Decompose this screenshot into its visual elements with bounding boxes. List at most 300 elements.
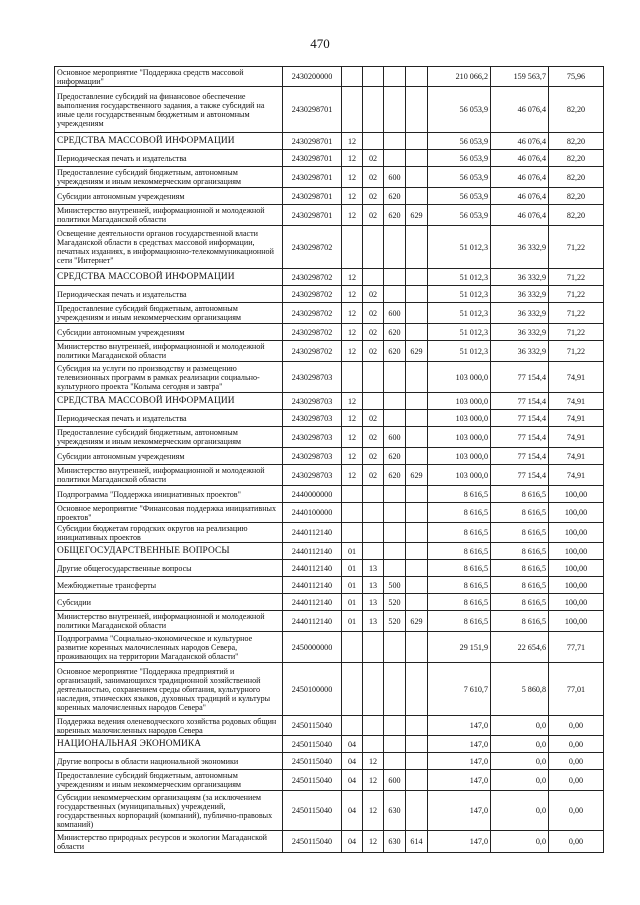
row-execution-percent: 71,22 <box>549 341 604 362</box>
row-executed-amount: 8 616,5 <box>491 543 549 560</box>
table-row <box>55 188 604 205</box>
row-execution-percent: 71,22 <box>549 226 604 269</box>
row-expense-type: 600 <box>384 303 406 324</box>
row-execution-percent: 71,22 <box>549 269 604 286</box>
row-subsection: 12 <box>363 753 384 770</box>
row-execution-percent: 0,00 <box>549 716 604 736</box>
row-section: 12 <box>342 167 363 188</box>
row-section: 01 <box>342 543 363 560</box>
row-planned-amount: 56 053,9 <box>428 133 491 150</box>
row-execution-percent: 74,91 <box>549 362 604 393</box>
row-expense-type <box>384 269 406 286</box>
row-expense-type <box>384 523 406 543</box>
row-name: Субсидии автономным учреждениям <box>55 448 283 465</box>
row-target-code: 2430298702 <box>283 226 342 269</box>
row-planned-amount: 103 000,0 <box>428 410 491 427</box>
row-main-manager <box>406 716 428 736</box>
row-target-code: 2450115040 <box>283 770 342 791</box>
row-main-manager <box>406 133 428 150</box>
row-name: Подпрограмма "Социально-экономическое и культурное развитие коренных малочисленных народов Севера, проживающих на территории Магаданской области" <box>55 632 283 663</box>
table-row <box>55 393 604 410</box>
row-expense-type <box>384 543 406 560</box>
row-target-code: 2430298703 <box>283 427 342 448</box>
row-subsection <box>363 393 384 410</box>
row-target-code: 2430298703 <box>283 448 342 465</box>
table-row <box>55 503 604 523</box>
row-main-manager: 629 <box>406 205 428 226</box>
row-execution-percent: 100,00 <box>549 543 604 560</box>
row-planned-amount: 103 000,0 <box>428 465 491 486</box>
row-name: Периодическая печать и издательства <box>55 286 283 303</box>
row-expense-type <box>384 632 406 663</box>
row-executed-amount: 0,0 <box>491 716 549 736</box>
row-main-manager: 629 <box>406 611 428 632</box>
row-execution-percent: 75,96 <box>549 67 604 87</box>
row-executed-amount: 77 154,4 <box>491 448 549 465</box>
row-planned-amount: 147,0 <box>428 831 491 853</box>
row-main-manager <box>406 594 428 611</box>
row-subsection: 02 <box>363 465 384 486</box>
row-expense-type: 600 <box>384 167 406 188</box>
row-main-manager: 629 <box>406 465 428 486</box>
table-row <box>55 611 604 632</box>
row-executed-amount: 77 154,4 <box>491 427 549 448</box>
row-planned-amount: 51 012,3 <box>428 341 491 362</box>
row-subsection: 02 <box>363 150 384 167</box>
row-section: 12 <box>342 393 363 410</box>
row-executed-amount: 46 076,4 <box>491 133 549 150</box>
row-name: Министерство внутренней, информационной и молодежной политики Магаданской области <box>55 205 283 226</box>
row-name: Предоставление субсидий бюджетным, автономным учреждениям и иным некоммерческим организациям <box>55 427 283 448</box>
row-execution-percent: 82,20 <box>549 167 604 188</box>
row-main-manager <box>406 226 428 269</box>
row-main-manager <box>406 663 428 716</box>
row-executed-amount: 8 616,5 <box>491 503 549 523</box>
row-executed-amount: 46 076,4 <box>491 167 549 188</box>
row-expense-type: 520 <box>384 611 406 632</box>
row-executed-amount: 8 616,5 <box>491 560 549 577</box>
row-execution-percent: 82,20 <box>549 133 604 150</box>
row-section: 12 <box>342 286 363 303</box>
row-execution-percent: 71,22 <box>549 286 604 303</box>
row-execution-percent: 100,00 <box>549 503 604 523</box>
row-section: 12 <box>342 188 363 205</box>
table-row <box>55 133 604 150</box>
row-main-manager <box>406 410 428 427</box>
row-executed-amount: 46 076,4 <box>491 150 549 167</box>
row-expense-type <box>384 362 406 393</box>
table-row <box>55 286 604 303</box>
row-execution-percent: 71,22 <box>549 303 604 324</box>
row-subsection <box>363 523 384 543</box>
row-expense-type <box>384 486 406 503</box>
row-executed-amount: 36 332,9 <box>491 341 549 362</box>
row-execution-percent: 0,00 <box>549 736 604 753</box>
row-target-code: 2440112140 <box>283 577 342 594</box>
row-subsection: 13 <box>363 560 384 577</box>
row-main-manager: 614 <box>406 831 428 853</box>
row-target-code: 2430298702 <box>283 286 342 303</box>
row-target-code: 2430298702 <box>283 324 342 341</box>
table-row <box>55 486 604 503</box>
row-planned-amount: 103 000,0 <box>428 427 491 448</box>
row-subsection: 12 <box>363 791 384 831</box>
row-executed-amount: 77 154,4 <box>491 393 549 410</box>
row-executed-amount: 159 563,7 <box>491 67 549 87</box>
row-target-code: 2430298701 <box>283 133 342 150</box>
row-planned-amount: 8 616,5 <box>428 577 491 594</box>
row-expense-type <box>384 150 406 167</box>
row-section: 12 <box>342 465 363 486</box>
table-row <box>55 362 604 393</box>
row-expense-type <box>384 753 406 770</box>
row-planned-amount: 8 616,5 <box>428 611 491 632</box>
row-name: НАЦИОНАЛЬНАЯ ЭКОНОМИКА <box>55 736 283 753</box>
row-execution-percent: 74,91 <box>549 448 604 465</box>
row-section: 04 <box>342 770 363 791</box>
row-execution-percent: 74,91 <box>549 427 604 448</box>
row-executed-amount: 36 332,9 <box>491 226 549 269</box>
row-expense-type: 620 <box>384 448 406 465</box>
row-execution-percent: 100,00 <box>549 577 604 594</box>
row-expense-type: 630 <box>384 831 406 853</box>
row-main-manager <box>406 393 428 410</box>
row-section: 01 <box>342 594 363 611</box>
table-row <box>55 427 604 448</box>
row-executed-amount: 8 616,5 <box>491 486 549 503</box>
table-row <box>55 226 604 269</box>
row-execution-percent: 77,01 <box>549 663 604 716</box>
row-target-code: 2430298703 <box>283 393 342 410</box>
row-section: 12 <box>342 448 363 465</box>
table-row <box>55 594 604 611</box>
table-row <box>55 448 604 465</box>
table-row <box>55 831 604 853</box>
row-expense-type: 600 <box>384 770 406 791</box>
budget-table <box>54 66 604 853</box>
row-name: СРЕДСТВА МАССОВОЙ ИНФОРМАЦИИ <box>55 133 283 150</box>
row-expense-type <box>384 87 406 133</box>
row-planned-amount: 29 151,9 <box>428 632 491 663</box>
row-section <box>342 486 363 503</box>
row-planned-amount: 147,0 <box>428 770 491 791</box>
row-main-manager: 629 <box>406 341 428 362</box>
row-section: 12 <box>342 303 363 324</box>
row-planned-amount: 147,0 <box>428 716 491 736</box>
row-main-manager <box>406 286 428 303</box>
row-executed-amount: 46 076,4 <box>491 205 549 226</box>
row-target-code: 2430298703 <box>283 362 342 393</box>
row-name: Освещение деятельности органов государственной власти Магаданской области в средствах массовой информации, печатных изданиях, в информационно-телекоммуникационной сети "Интернет" <box>55 226 283 269</box>
row-planned-amount: 51 012,3 <box>428 269 491 286</box>
row-name: Периодическая печать и издательства <box>55 150 283 167</box>
row-planned-amount: 8 616,5 <box>428 523 491 543</box>
row-subsection: 02 <box>363 427 384 448</box>
page-number: 470 <box>310 36 330 51</box>
row-executed-amount: 36 332,9 <box>491 269 549 286</box>
row-name: Субсидии автономным учреждениям <box>55 324 283 341</box>
row-execution-percent: 0,00 <box>549 831 604 853</box>
row-name: Основное мероприятие "Поддержка средств массовой информации" <box>55 67 283 87</box>
row-target-code: 2430298701 <box>283 167 342 188</box>
row-section: 12 <box>342 150 363 167</box>
row-execution-percent: 82,20 <box>549 205 604 226</box>
row-executed-amount: 77 154,4 <box>491 465 549 486</box>
table-row <box>55 341 604 362</box>
row-execution-percent: 74,91 <box>549 410 604 427</box>
row-executed-amount: 36 332,9 <box>491 286 549 303</box>
row-name: СРЕДСТВА МАССОВОЙ ИНФОРМАЦИИ <box>55 269 283 286</box>
row-subsection: 02 <box>363 167 384 188</box>
row-subsection <box>363 87 384 133</box>
row-subsection <box>363 226 384 269</box>
row-section: 04 <box>342 791 363 831</box>
table-row <box>55 324 604 341</box>
row-name: ОБЩЕГОСУДАРСТВЕННЫЕ ВОПРОСЫ <box>55 543 283 560</box>
row-target-code: 2450115040 <box>283 736 342 753</box>
row-execution-percent: 100,00 <box>549 486 604 503</box>
row-expense-type: 620 <box>384 465 406 486</box>
row-planned-amount: 8 616,5 <box>428 503 491 523</box>
row-target-code: 2440112140 <box>283 560 342 577</box>
table-row <box>55 67 604 87</box>
row-name: Министерство внутренней, информационной и молодежной политики Магаданской области <box>55 611 283 632</box>
row-main-manager <box>406 486 428 503</box>
row-section <box>342 523 363 543</box>
row-section: 04 <box>342 831 363 853</box>
row-planned-amount: 56 053,9 <box>428 188 491 205</box>
row-expense-type <box>384 286 406 303</box>
row-executed-amount: 8 616,5 <box>491 523 549 543</box>
row-planned-amount: 147,0 <box>428 753 491 770</box>
row-target-code: 2440112140 <box>283 611 342 632</box>
row-subsection: 02 <box>363 341 384 362</box>
row-target-code: 2430200000 <box>283 67 342 87</box>
row-main-manager <box>406 324 428 341</box>
row-expense-type <box>384 503 406 523</box>
row-section <box>342 362 363 393</box>
row-planned-amount: 56 053,9 <box>428 87 491 133</box>
row-expense-type <box>384 226 406 269</box>
row-subsection: 02 <box>363 448 384 465</box>
row-executed-amount: 36 332,9 <box>491 303 549 324</box>
row-name: Предоставление субсидий бюджетным, автономным учреждениям и иным некоммерческим организациям <box>55 167 283 188</box>
table-row <box>55 87 604 133</box>
row-name: Предоставление субсидий бюджетным, автономным учреждениям и иным некоммерческим организациям <box>55 303 283 324</box>
row-subsection <box>363 486 384 503</box>
row-subsection <box>363 736 384 753</box>
row-main-manager <box>406 269 428 286</box>
row-section <box>342 226 363 269</box>
row-name: Основное мероприятие "Поддержка предприятий и организаций, занимающихся традиционной хозяйственной деятельностью, сохранением среды обитания, культурного наследия, этнических языков, духовных традиций и культуры коренных малочисленных народов Севера" <box>55 663 283 716</box>
table-row <box>55 736 604 753</box>
row-subsection <box>363 362 384 393</box>
row-main-manager <box>406 543 428 560</box>
row-name: Основное мероприятие "Финансовая поддержка инициативных проектов" <box>55 503 283 523</box>
row-section <box>342 632 363 663</box>
row-main-manager <box>406 87 428 133</box>
row-planned-amount: 56 053,9 <box>428 150 491 167</box>
table-row <box>55 770 604 791</box>
row-executed-amount: 22 654,6 <box>491 632 549 663</box>
row-subsection: 02 <box>363 303 384 324</box>
row-executed-amount: 46 076,4 <box>491 188 549 205</box>
table-body <box>55 67 604 853</box>
row-subsection: 12 <box>363 770 384 791</box>
row-section <box>342 87 363 133</box>
row-name: Субсидии бюджетам городских округов на реализацию инициативных проектов <box>55 523 283 543</box>
row-section <box>342 663 363 716</box>
table-row <box>55 150 604 167</box>
row-executed-amount: 0,0 <box>491 736 549 753</box>
row-expense-type: 630 <box>384 791 406 831</box>
row-execution-percent: 100,00 <box>549 523 604 543</box>
row-subsection: 13 <box>363 577 384 594</box>
row-subsection: 02 <box>363 205 384 226</box>
row-subsection: 02 <box>363 410 384 427</box>
table-row <box>55 465 604 486</box>
row-planned-amount: 8 616,5 <box>428 486 491 503</box>
row-subsection: 02 <box>363 324 384 341</box>
row-name: Министерство внутренней, информационной и молодежной политики Магаданской области <box>55 465 283 486</box>
table-row <box>55 663 604 716</box>
row-subsection: 02 <box>363 286 384 303</box>
row-target-code: 2440112140 <box>283 523 342 543</box>
row-name: Другие вопросы в области национальной экономики <box>55 753 283 770</box>
table-row <box>55 410 604 427</box>
row-planned-amount: 147,0 <box>428 791 491 831</box>
row-planned-amount: 51 012,3 <box>428 324 491 341</box>
row-execution-percent: 82,20 <box>549 150 604 167</box>
row-subsection <box>363 543 384 560</box>
row-section: 01 <box>342 560 363 577</box>
row-main-manager <box>406 632 428 663</box>
row-name: Министерство природных ресурсов и экологии Магаданской области <box>55 831 283 853</box>
row-target-code: 2430298702 <box>283 341 342 362</box>
row-target-code: 2450000000 <box>283 632 342 663</box>
row-subsection <box>363 269 384 286</box>
row-expense-type <box>384 736 406 753</box>
row-main-manager <box>406 577 428 594</box>
row-subsection <box>363 716 384 736</box>
row-planned-amount: 147,0 <box>428 736 491 753</box>
row-expense-type <box>384 410 406 427</box>
row-target-code: 2430298702 <box>283 303 342 324</box>
row-planned-amount: 103 000,0 <box>428 362 491 393</box>
row-expense-type: 620 <box>384 205 406 226</box>
row-target-code: 2450115040 <box>283 831 342 853</box>
row-name: Поддержка ведения оленеводческого хозяйства родовых общин коренных малочисленных народов Севера <box>55 716 283 736</box>
row-executed-amount: 0,0 <box>491 753 549 770</box>
row-target-code: 2440112140 <box>283 594 342 611</box>
row-subsection: 12 <box>363 831 384 853</box>
table-row <box>55 560 604 577</box>
row-subsection <box>363 133 384 150</box>
row-name: Субсидия на услуги по производству и размещению телевизионных программ в рамках реализации социально-культурного проекта "Колыма сегодня и завтра" <box>55 362 283 393</box>
row-subsection <box>363 663 384 716</box>
row-planned-amount: 103 000,0 <box>428 393 491 410</box>
row-execution-percent: 74,91 <box>549 393 604 410</box>
row-main-manager <box>406 770 428 791</box>
row-main-manager <box>406 736 428 753</box>
row-execution-percent: 100,00 <box>549 560 604 577</box>
table-row <box>55 791 604 831</box>
row-subsection: 02 <box>363 188 384 205</box>
row-executed-amount: 8 616,5 <box>491 611 549 632</box>
row-section: 01 <box>342 611 363 632</box>
table-row <box>55 716 604 736</box>
row-section: 12 <box>342 133 363 150</box>
row-execution-percent: 71,22 <box>549 324 604 341</box>
row-section <box>342 716 363 736</box>
row-executed-amount: 0,0 <box>491 791 549 831</box>
row-name: Другие общегосударственные вопросы <box>55 560 283 577</box>
row-main-manager <box>406 791 428 831</box>
table-row <box>55 269 604 286</box>
row-planned-amount: 51 012,3 <box>428 226 491 269</box>
row-expense-type: 620 <box>384 341 406 362</box>
row-executed-amount: 0,0 <box>491 831 549 853</box>
row-section: 12 <box>342 341 363 362</box>
row-name: Предоставление субсидий бюджетным, автономным учреждениям и иным некоммерческим организациям <box>55 770 283 791</box>
row-target-code: 2430298701 <box>283 150 342 167</box>
row-executed-amount: 46 076,4 <box>491 87 549 133</box>
row-subsection <box>363 67 384 87</box>
row-planned-amount: 103 000,0 <box>428 448 491 465</box>
row-name: Субсидии <box>55 594 283 611</box>
row-name: Субсидии автономным учреждениям <box>55 188 283 205</box>
row-subsection <box>363 632 384 663</box>
row-execution-percent: 0,00 <box>549 791 604 831</box>
row-main-manager <box>406 167 428 188</box>
row-expense-type <box>384 67 406 87</box>
row-planned-amount: 51 012,3 <box>428 303 491 324</box>
row-expense-type: 620 <box>384 324 406 341</box>
row-main-manager <box>406 303 428 324</box>
row-expense-type: 620 <box>384 188 406 205</box>
row-execution-percent: 74,91 <box>549 465 604 486</box>
row-target-code: 2450115040 <box>283 716 342 736</box>
row-expense-type: 500 <box>384 577 406 594</box>
row-section: 12 <box>342 205 363 226</box>
row-name: Предоставление субсидий на финансовое обеспечение выполнения государственного задания, а также субсидий на иные цели государственным бюджетным и автономным учреждениям <box>55 87 283 133</box>
row-expense-type <box>384 663 406 716</box>
row-target-code: 2450100000 <box>283 663 342 716</box>
row-target-code: 2450115040 <box>283 753 342 770</box>
table-row <box>55 632 604 663</box>
row-planned-amount: 56 053,9 <box>428 167 491 188</box>
table-row <box>55 577 604 594</box>
row-executed-amount: 8 616,5 <box>491 594 549 611</box>
row-subsection: 13 <box>363 611 384 632</box>
table-row <box>55 753 604 770</box>
row-section: 12 <box>342 324 363 341</box>
row-section: 04 <box>342 753 363 770</box>
row-target-code: 2440100000 <box>283 503 342 523</box>
row-target-code: 2430298701 <box>283 87 342 133</box>
row-main-manager <box>406 448 428 465</box>
row-execution-percent: 82,20 <box>549 87 604 133</box>
row-planned-amount: 8 616,5 <box>428 594 491 611</box>
row-execution-percent: 0,00 <box>549 770 604 791</box>
row-section: 04 <box>342 736 363 753</box>
row-subsection <box>363 503 384 523</box>
row-name: Межбюджетные трансферты <box>55 577 283 594</box>
row-execution-percent: 100,00 <box>549 611 604 632</box>
row-main-manager <box>406 503 428 523</box>
row-target-code: 2430298701 <box>283 188 342 205</box>
row-planned-amount: 56 053,9 <box>428 205 491 226</box>
